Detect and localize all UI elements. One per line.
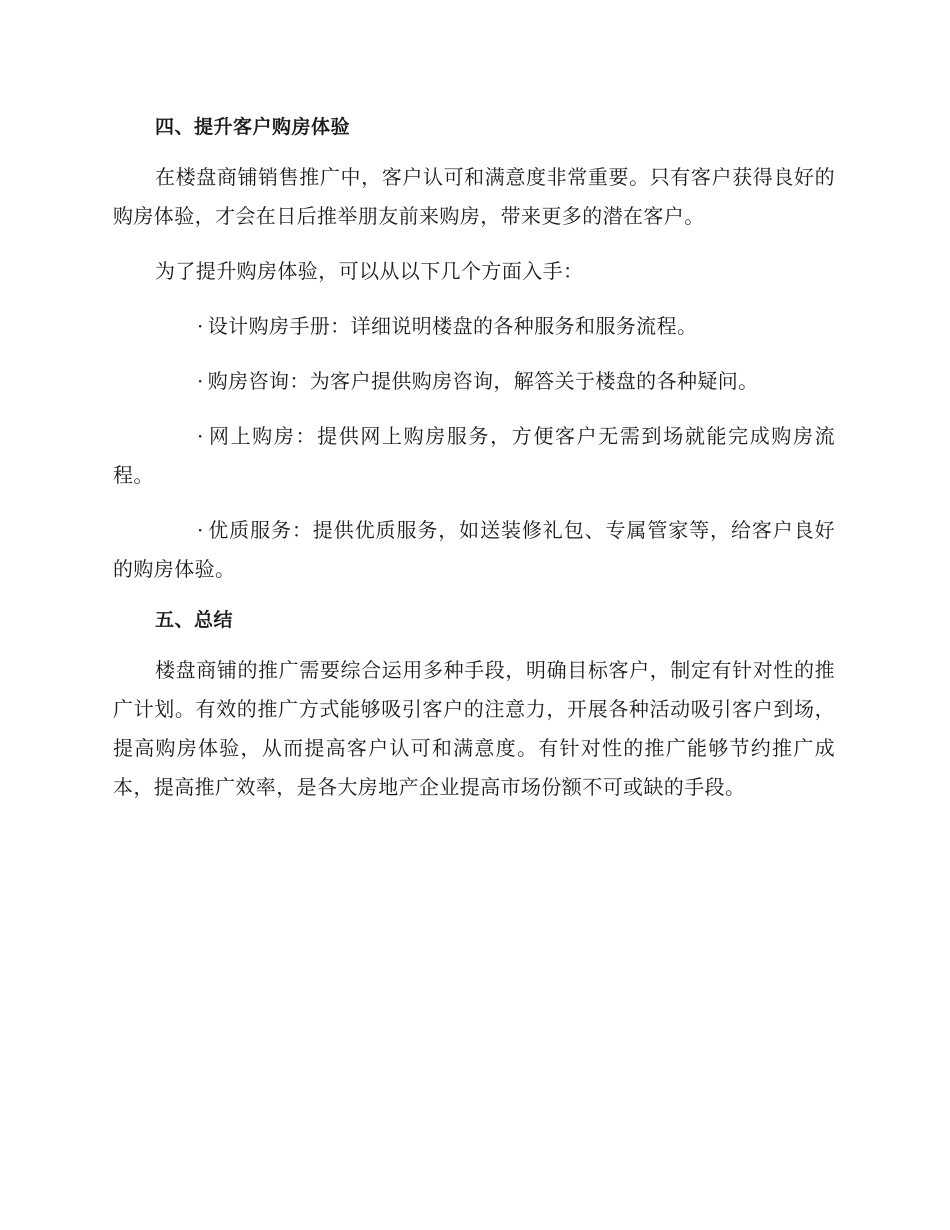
bullet-text: 购房咨询：为客户提供购房咨询，解答关于楼盘的各种疑问。 — [207, 369, 759, 393]
paragraph-experience-aspects: 为了提升购房体验，可以从以下几个方面入手： — [155, 259, 584, 283]
bullet-text: 优质服务：提供优质服务，如送装修礼包、专属管家等，给客户良好的购房体验。 — [113, 518, 835, 581]
bullet-item — [113, 362, 835, 401]
paragraph-summary: 楼盘商铺的推广需要综合运用多种手段，明确目标客户，制定有针对性的推广计划。有效的推广方式能够吸引客户的注意力，开展各种活动吸引客户到场，提高购房体验，从而提高客户认可和满意度。有针对性的推广能够节约推广成本，提高推广效率，是各大房地产企业提高市场份额不可或缺的手段。 — [113, 658, 835, 799]
section-heading-summary: 五、总结 — [155, 609, 234, 631]
bullet-item — [113, 511, 835, 589]
bullet-text: 设计购房手册：详细说明楼盘的各种服务和服务流程。 — [207, 314, 698, 338]
bullet-dot: · — [197, 518, 204, 542]
document-page — [113, 112, 835, 807]
section-heading-improve-experience: 四、提升客户购房体验 — [155, 116, 351, 138]
bullet-dot: · — [197, 369, 204, 393]
bullet-item — [113, 307, 835, 346]
bullet-dot: · — [197, 424, 204, 448]
bullet-item — [113, 417, 835, 495]
bullet-text: 网上购房：提供网上购房服务，方便客户无需到场就能完成购房流程。 — [113, 424, 835, 487]
paragraph-experience-intro: 在楼盘商铺销售推广中，客户认可和满意度非常重要。只有客户获得良好的购房体验，才会在日后推举朋友前来购房，带来更多的潜在客户。 — [113, 165, 835, 228]
bullet-dot: · — [197, 314, 204, 338]
